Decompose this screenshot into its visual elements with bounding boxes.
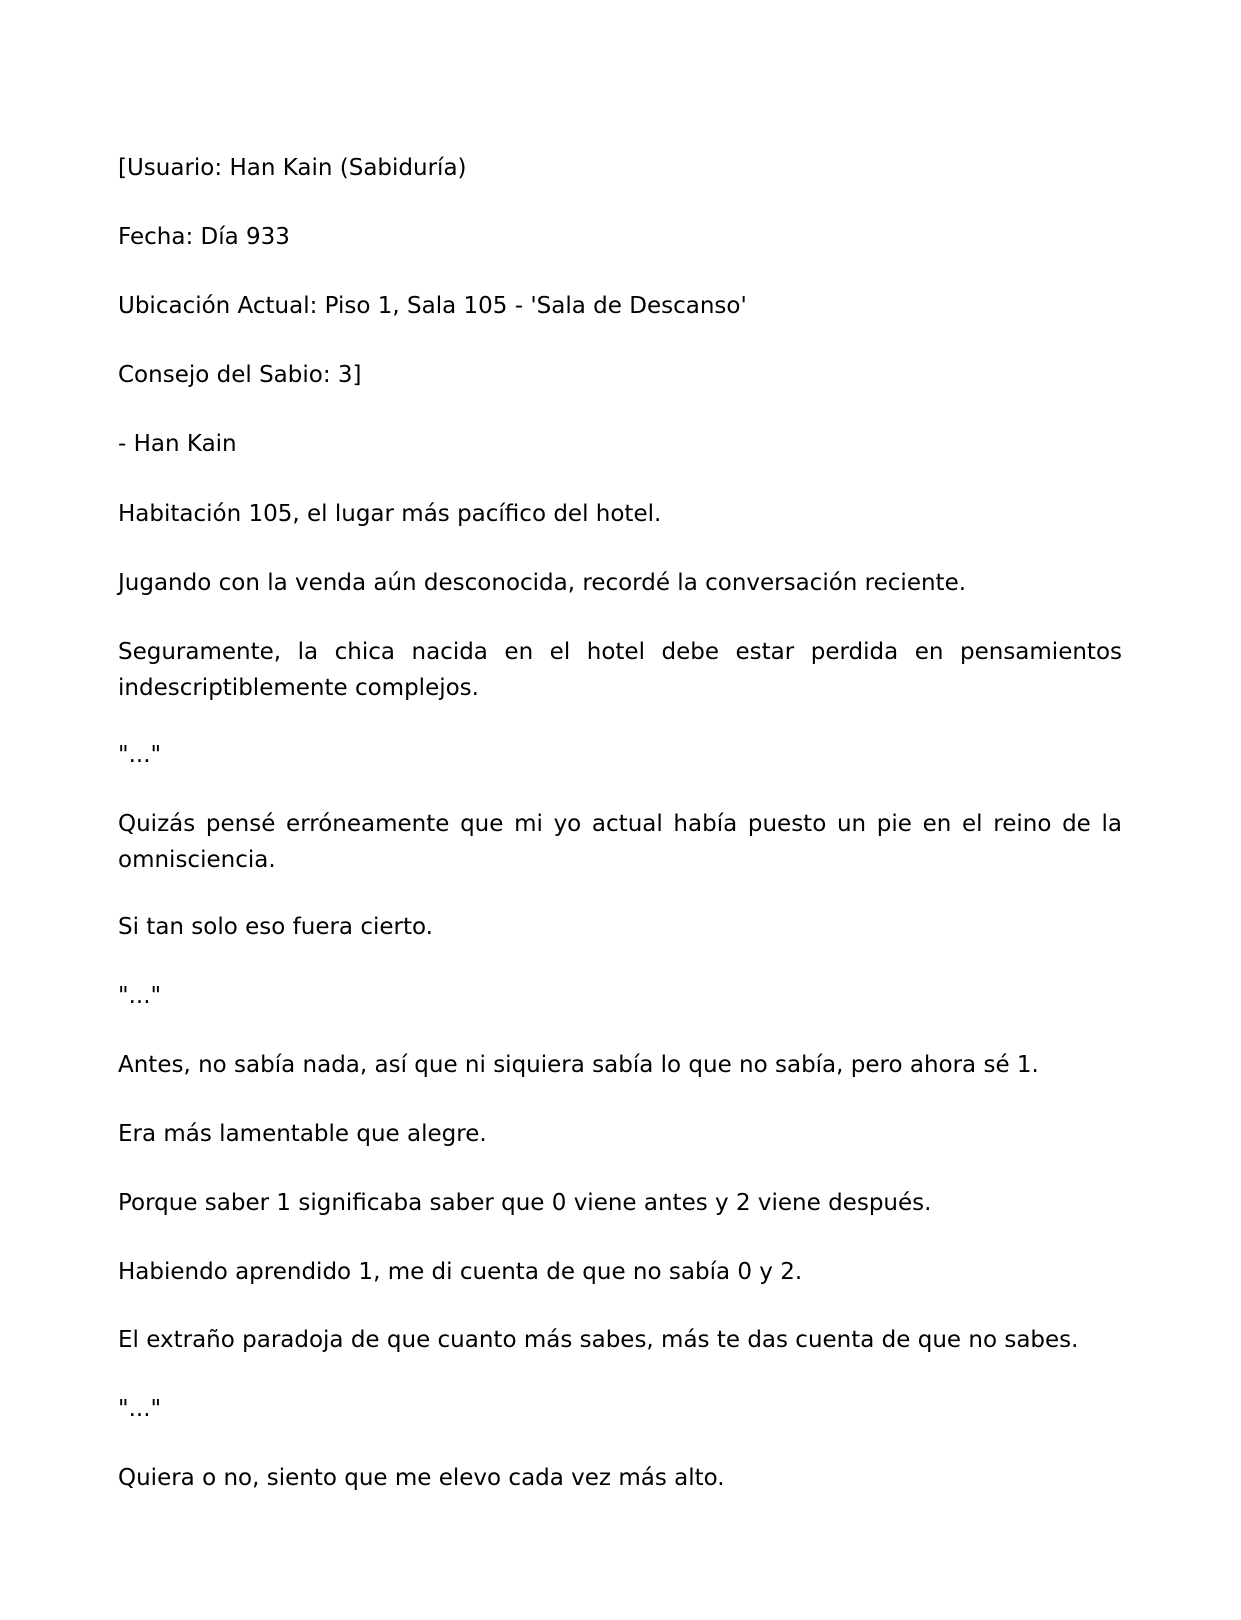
paragraph-ellipsis: "..." (118, 983, 162, 1009)
paragraph: Habitación 105, el lugar más pacífico del hotel. (118, 501, 662, 527)
paragraph: Habiendo aprendido 1, me di cuenta de que no sabía 0 y 2. (118, 1259, 803, 1285)
paragraph: Si tan solo eso fuera cierto. (118, 914, 433, 940)
paragraph-date: Fecha: Día 933 (118, 224, 290, 250)
paragraph: Quizás pensé erróneamente que mi yo actual había puesto un pie en el reino de la omnisciencia. (118, 811, 1122, 873)
paragraph: Seguramente, la chica nacida en el hotel debe estar perdida en pensamientos indescriptiblemente complejos. (118, 639, 1122, 701)
paragraph-sage-advice: Consejo del Sabio: 3] (118, 362, 362, 388)
document-page (118, 0, 1122, 1620)
paragraph-user: [Usuario: Han Kain (Sabiduría) (118, 155, 467, 181)
paragraph: Jugando con la venda aún desconocida, recordé la conversación reciente. (118, 570, 967, 596)
paragraph: Era más lamentable que alegre. (118, 1121, 487, 1147)
paragraph: Porque saber 1 significaba saber que 0 viene antes y 2 viene después. (118, 1190, 932, 1216)
paragraph-location: Ubicación Actual: Piso 1, Sala 105 - 'Sala de Descanso' (118, 293, 747, 319)
paragraph: Antes, no sabía nada, así que ni siquiera sabía lo que no sabía, pero ahora sé 1. (118, 1052, 1039, 1078)
paragraph-author: - Han Kain (118, 431, 237, 457)
paragraph-ellipsis: "..." (118, 1396, 162, 1422)
paragraph: El extraño paradoja de que cuanto más sabes, más te das cuenta de que no sabes. (118, 1327, 1079, 1353)
paragraph: Quiera o no, siento que me elevo cada vez más alto. (118, 1465, 725, 1491)
paragraph-ellipsis: "..." (118, 742, 162, 768)
